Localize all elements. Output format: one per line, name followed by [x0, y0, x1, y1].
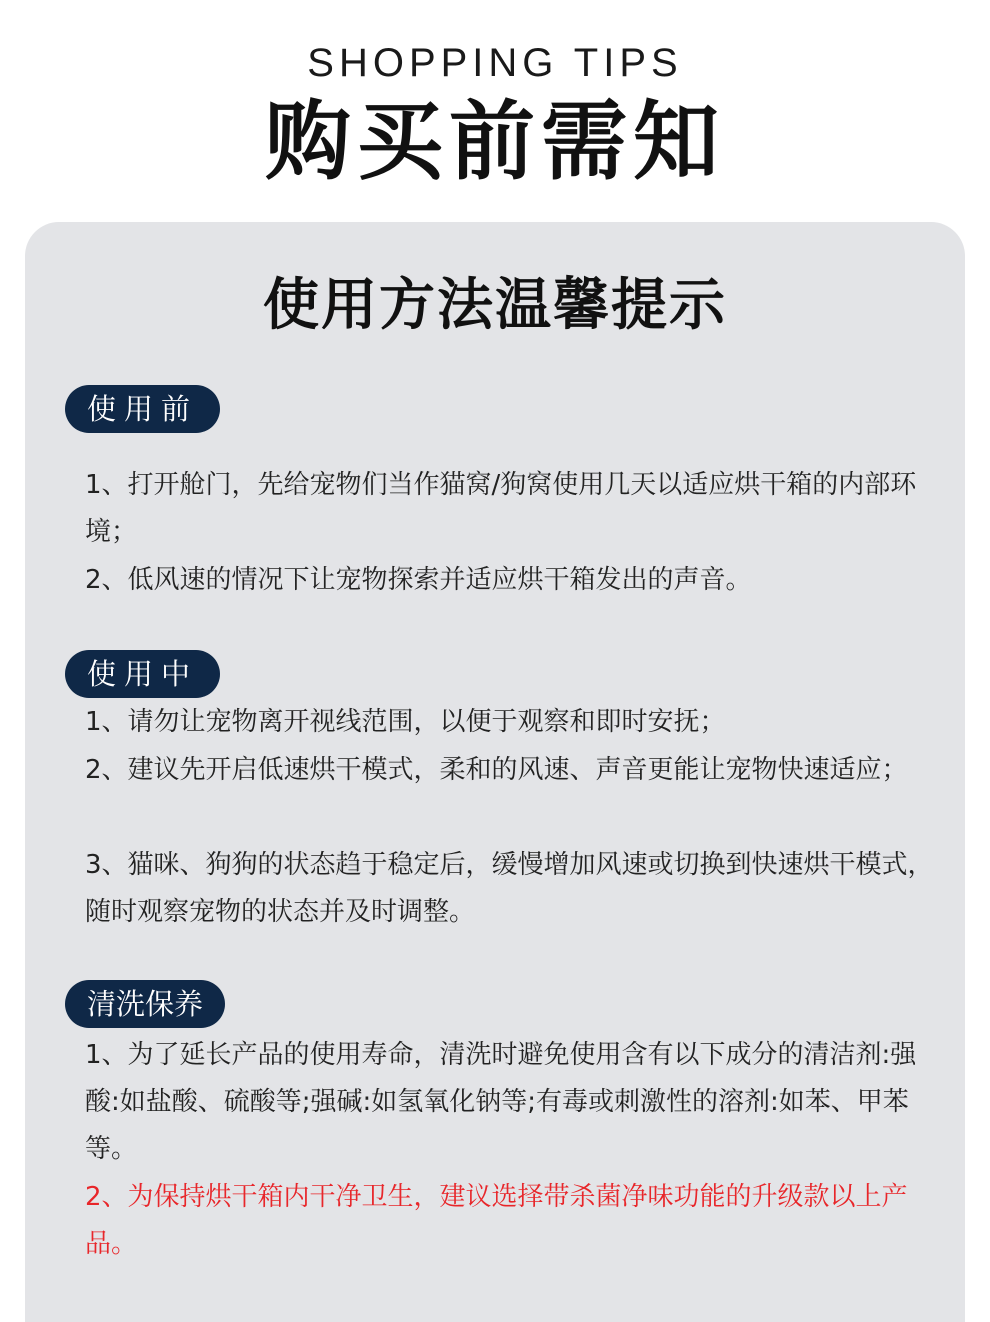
during-use-item-2: 2、建议先开启低速烘干模式，柔和的风速、声音更能让宠物快速适应；: [85, 755, 908, 785]
cleaning-item-2: 2、为保持烘干箱内干净卫生，建议选择带杀菌净味功能的升级款以上产品。: [85, 1182, 908, 1259]
header-title-cn: 购买前需知: [265, 92, 725, 192]
before-use-item-1: 1、打开舱门，先给宠物们当作猫窝/狗窝使用几天以适应烘干箱的内部环境；: [85, 470, 917, 547]
tips-card: [25, 222, 965, 1322]
cleaning-item-1: 1、为了延长产品的使用寿命，清洗时避免使用含有以下成分的清洁剂:强酸:如盐酸、硫酸等;强碱:如氢氧化钠等;有毒或刺激性的溶剂:如苯、甲苯等。: [85, 1040, 917, 1164]
during-use-item-1: 1、请勿让宠物离开视线范围，以便于观察和即时安抚；: [85, 707, 726, 737]
section-label-cleaning: 清洗保养: [65, 980, 225, 1028]
section-label-before-use: 使用前: [65, 385, 220, 433]
during-use-item-3: 3、猫咪、狗狗的状态趋于稳定后，缓慢增加风速或切换到快速烘干模式，随时观察宠物的状态并及时调整。: [85, 850, 934, 927]
card-title: 使用方法温馨提示: [263, 272, 727, 338]
before-use-item-2: 2、低风速的情况下让宠物探索并适应烘干箱发出的声音。: [85, 565, 752, 595]
header-title-en: SHOPPING TIPS: [307, 41, 683, 85]
section-label-during-use: 使用中: [65, 650, 220, 698]
